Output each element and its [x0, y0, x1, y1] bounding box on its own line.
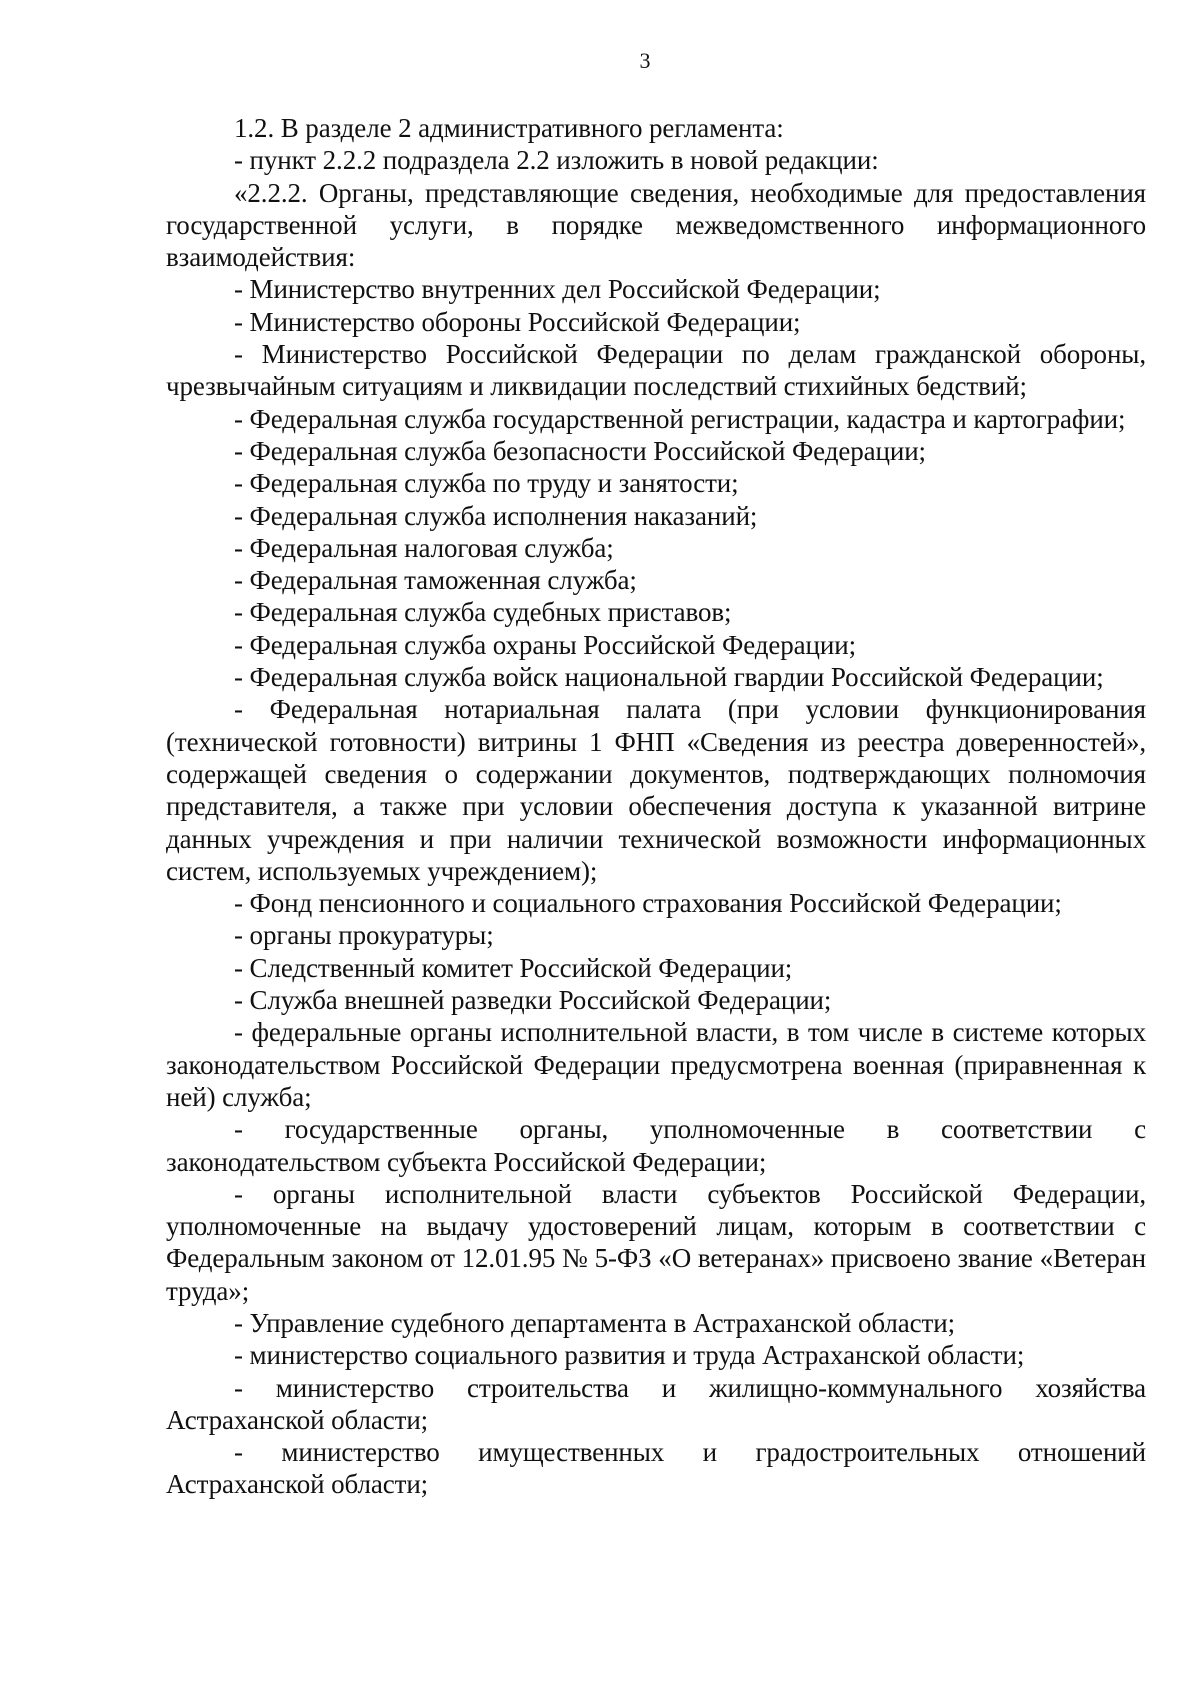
list-item: - Федеральная служба исполнения наказаний;	[234, 500, 758, 531]
list-item: - Федеральная служба судебных приставов;	[234, 597, 732, 628]
document-body	[166, 112, 1146, 1501]
page-number: 3	[639, 48, 651, 73]
list-item: - Федеральная служба государственной регистрации, кадастра и картографии;	[234, 403, 1126, 434]
list-item: - Управление судебного департамента в Астраханской области;	[234, 1307, 955, 1338]
paragraph-clause-2-2-2: «2.2.2. Органы, представляющие сведения, необходимые для предоставления государственной услуги, в порядке межведомственного информационного взаимодействия:	[166, 177, 1146, 273]
list-item: - Федеральная таможенная служба;	[234, 565, 637, 596]
list-item: - государственные органы, уполномоченные в соответствии с законодательством субъекта Российской Федерации;	[166, 1114, 1146, 1177]
list-item: - Министерство внутренних дел Российской Федерации;	[234, 274, 881, 305]
list-item: - органы прокуратуры;	[234, 920, 494, 951]
list-item: - Следственный комитет Российской Федерации;	[234, 952, 793, 983]
list-item: - министерство социального развития и труда Астраханской области;	[234, 1340, 1025, 1371]
list-item: - Федеральная служба безопасности Российской Федерации;	[234, 435, 926, 466]
list-item: - министерство строительства и жилищно-коммунального хозяйства Астраханской области;	[166, 1372, 1146, 1435]
list-item: - Федеральная нотариальная палата (при условии функционирования (технической готовности) витрины 1 ФНП «Сведения из реестра доверенностей», содержащей сведения о содержании документов, подтверждающих полномочия представителя, а также при условии обеспечения доступа к указанной витрине данных учреждения и при наличии технической возможности информационных систем, используемых учреждением);	[166, 694, 1146, 886]
list-item: - федеральные органы исполнительной власти, в том числе в системе которых законодательством Российской Федерации предусмотрена военная (приравненная к ней) служба;	[166, 1017, 1146, 1112]
list-item: - Министерство Российской Федерации по делам гражданской обороны, чрезвычайным ситуациям и ликвидации последствий стихийных бедствий;	[166, 339, 1146, 402]
list-item: - министерство имущественных и градостроительных отношений Астраханской области;	[166, 1437, 1146, 1500]
list-item: - Министерство обороны Российской Федерации;	[234, 306, 801, 337]
list-item: - Служба внешней разведки Российской Федерации;	[234, 985, 832, 1016]
list-item: - органы исполнительной власти субъектов Российской Федерации, уполномоченные на выдачу удостоверений лицам, которым в соответствии с Федеральным законом от 12.01.95 № 5-ФЗ «О ветеранах» присвоено звание «Ветеран труда»;	[166, 1178, 1146, 1306]
list-item: - Федеральная служба по труду и занятости;	[234, 468, 739, 499]
list-item: - Фонд пенсионного и социального страхования Российской Федерации;	[234, 888, 1062, 919]
list-item: - Федеральная служба войск национальной гвардии Российской Федерации;	[234, 662, 1104, 693]
list-item: - Федеральная налоговая служба;	[234, 532, 614, 563]
paragraph-section-heading: 1.2. В разделе 2 административного регламента:	[234, 113, 784, 143]
paragraph-amend-instruction: - пункт 2.2.2 подраздела 2.2 изложить в новой редакции:	[234, 145, 879, 176]
list-item: - Федеральная служба охраны Российской Федерации;	[234, 629, 856, 660]
